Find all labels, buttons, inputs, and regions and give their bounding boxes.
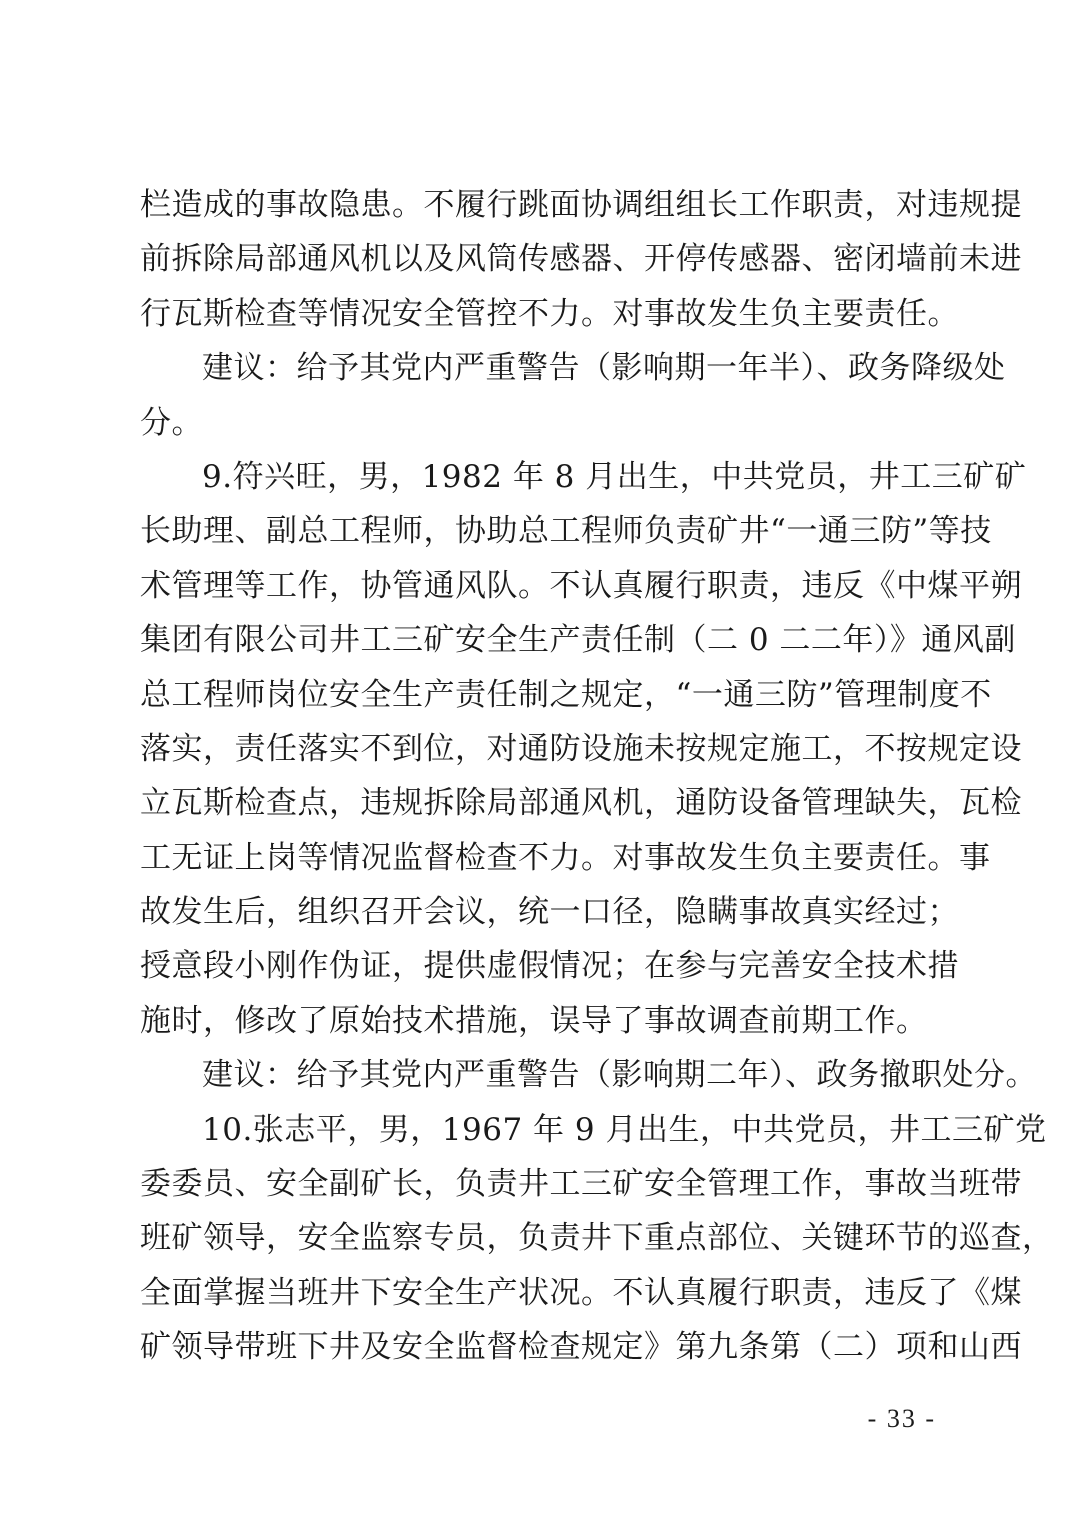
text-line: 建议：给予其党内严重警告（影响期一年半）、政务降级处 [202, 350, 1006, 387]
text-line: 分。 [140, 404, 203, 441]
text-line: 9.符兴旺，男，1982 年 8 月出生，中共党员，井工三矿矿 [202, 458, 1027, 495]
text-line: 落实，责任落实不到位，对通防设施未按规定施工，不按规定设 [140, 730, 1022, 767]
text-line: 前拆除局部通风机以及风筒传感器、开停传感器、密闭墙前未进 [140, 241, 1022, 278]
body-text [140, 178, 1054, 1375]
page-number: - 33 - [867, 1404, 936, 1433]
text-line: 术管理等工作，协管通风队。不认真履行职责，违反《中煤平朔 [140, 567, 1022, 604]
text-line: 矿领导带班下井及安全监督检查规定》第九条第（二）项和山西 [140, 1329, 1022, 1366]
text-line: 施时，修改了原始技术措施，误导了事故调查前期工作。 [140, 1002, 928, 1039]
text-line: 委委员、安全副矿长，负责井工三矿安全管理工作，事故当班带 [140, 1166, 1022, 1203]
text-line: 栏造成的事故隐患。不履行跳面协调组组长工作职责，对违规提 [140, 187, 1022, 223]
text-line: 立瓦斯检查点，违规拆除局部通风机，通防设备管理缺失，瓦检 [140, 785, 1022, 822]
text-line: 班矿领导，安全监察专员，负责井下重点部位、关键环节的巡查， [140, 1220, 1054, 1257]
text-line: 总工程师岗位安全生产责任制之规定，“一通三防”管理制度不 [140, 676, 992, 713]
text-line: 集团有限公司井工三矿安全生产责任制（二 0 二二年）》通风副 [140, 622, 1016, 659]
text-line: 工无证上岗等情况监督检查不力。对事故发生负主要责任。事 [140, 839, 991, 876]
text-line: 授意段小刚作伪证，提供虚假情况；在参与完善安全技术措 [140, 948, 959, 985]
text-line: 全面掌握当班井下安全生产状况。不认真履行职责，违反了《煤 [140, 1274, 1022, 1311]
text-line: 行瓦斯检查等情况安全管控不力。对事故发生负主要责任。 [140, 295, 959, 332]
text-line: 10.张志平，男，1967 年 9 月出生，中共党员，井工三矿党 [202, 1111, 1047, 1148]
text-line: 故发生后，组织召开会议，统一口径，隐瞒事故真实经过； [140, 894, 959, 931]
text-line: 长助理、副总工程师，协助总工程师负责矿井“一通三防”等技 [140, 513, 992, 550]
text-line: 建议：给予其党内严重警告（影响期二年）、政务撤职处分。 [202, 1057, 1037, 1094]
